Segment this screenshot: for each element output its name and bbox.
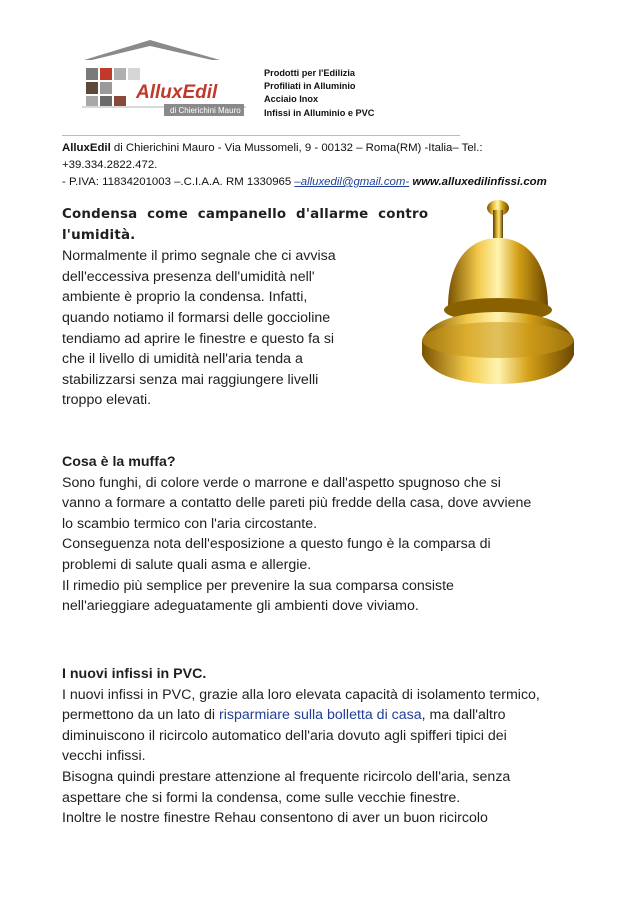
section-1-line: Normalmente il primo segnale che ci avvisa — [62, 248, 336, 265]
company-logo — [80, 38, 250, 122]
section-3-line: vecchi infissi. — [62, 748, 146, 765]
section-3-line-suffix: , ma dall'altro — [421, 707, 506, 724]
section-3-line: Bisogna quindi prestare attenzione al frequente ricircolo dell'aria, senza — [62, 768, 511, 785]
company-info — [62, 140, 582, 191]
section-2-line: lo scambio termico con l'aria circostante. — [62, 515, 318, 532]
section-1-line: quando notiamo il formarsi delle goccioline — [62, 309, 331, 326]
header-divider — [62, 135, 460, 136]
tagline-2: Profiliati in Alluminio — [264, 81, 356, 92]
section-2-line: Sono funghi, di colore verde o marrone e dall'aspetto spugnoso che si — [62, 474, 501, 491]
section-3-line: diminuiscono il ricircolo automatico dell'aria dovuto agli spifferi tipici dei — [62, 727, 507, 744]
section-1-line: ambiente è proprio la condensa. Infatti, — [62, 289, 308, 306]
tagline-1: Prodotti per l'Edilizia — [264, 68, 356, 78]
email-link[interactable]: –alluxedil@gmail.com- — [294, 176, 410, 188]
company-line-1 — [62, 140, 582, 157]
section-1-line: stabilizzarsi senza mai raggiungere livelli — [62, 371, 319, 388]
section-muffa — [62, 452, 577, 617]
company-vat: - P.IVA: 11834201003 –.C.I.A.A. RM 1330965 — [62, 176, 295, 188]
section-1-title-line-2: l'umidità. — [62, 227, 136, 243]
section-3-line: aspettare che si formi la condensa, come sulle vecchie finestre. — [62, 789, 461, 806]
section-3-line-with-link — [62, 705, 577, 726]
section-1-line: che il livello di umidità nell'aria tenda a — [62, 351, 303, 368]
section-1-line: dell'eccessiva presenza dell'umidità nell' — [62, 268, 315, 285]
logo-text: AlluxEdil — [136, 82, 218, 103]
section-1-title-line-1: Condensa come campanello d'allarme contro — [62, 207, 429, 222]
house-logo-icon — [80, 38, 250, 122]
section-1-line: troppo elevati. — [62, 392, 152, 409]
section-2-line: Conseguenza nota dell'esposizione a questo fungo è la comparsa di — [62, 536, 491, 553]
section-3-line: I nuovi infissi in PVC, grazie alla loro elevata capacità di isolamento termico, — [62, 686, 540, 703]
section-2-title: Cosa è la muffa? — [62, 454, 176, 470]
section-condensa — [62, 205, 429, 411]
section-3-line-prefix: permettono da un lato di — [62, 707, 219, 724]
tagline-3: Acciaio Inox — [264, 94, 319, 105]
company-line-3 — [62, 174, 582, 191]
company-address: di Chierichini Mauro - Via Mussomeli, 9 - 00132 – Roma(RM) -Italia– Tel.: — [110, 142, 483, 154]
company-phone: +39.334.2822.472. — [62, 159, 158, 171]
section-infissi-pvc — [62, 664, 577, 829]
company-name: AlluxEdil — [62, 142, 111, 154]
section-2-line: problemi di salute quali asma e allergie. — [62, 556, 312, 573]
section-2-line: Il rimedio più semplice per prevenire la sua comparsa consiste — [62, 577, 454, 594]
website-link[interactable]: www.alluxedilinfissi.com — [409, 176, 547, 188]
desk-bell-image — [400, 190, 600, 395]
logo-subtext: di Chierichini Mauro — [170, 106, 241, 115]
tagline-4: Infissi in Alluminio e PVC — [264, 107, 375, 118]
section-3-line: Inoltre le nostre finestre Rehau consentono di aver un buon ricircolo — [62, 810, 488, 827]
header-taglines — [264, 67, 374, 120]
section-2-line: nell'arieggiare adeguatamente gli ambienti dove viviamo. — [62, 598, 419, 615]
section-2-line: vanno a formare a contatto delle pareti più fredde della casa, dove avviene — [62, 495, 532, 512]
section-1-line: tendiamo ad aprire le finestre e questo fa si — [62, 330, 335, 347]
risparmiare-link[interactable]: risparmiare sulla bolletta di casa — [218, 707, 422, 724]
section-3-title: I nuovi infissi in PVC. — [62, 666, 207, 682]
